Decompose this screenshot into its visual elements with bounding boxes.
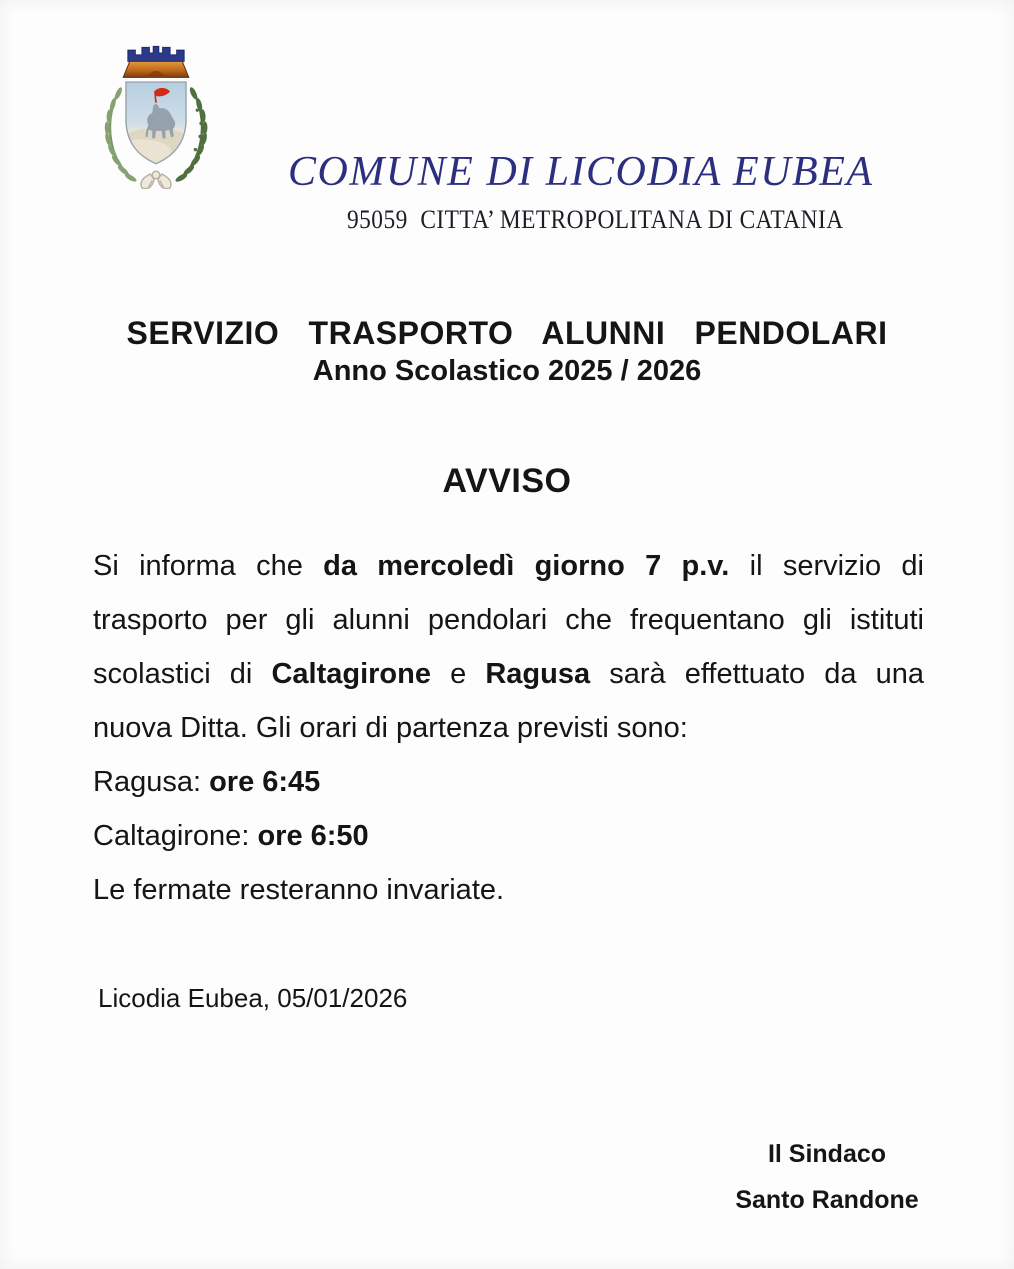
body-text-run-bold: da mercoledì giorno 7 p.v. [323, 550, 730, 582]
body-text-run: Ragusa: [93, 766, 210, 798]
notice-heading: SERVIZIO TRASPORTO ALUNNI PENDOLARI [126, 315, 888, 351]
body-line [93, 701, 924, 755]
signature-role: Il Sindaco [767, 1140, 887, 1168]
avviso-title: AVVISO [442, 462, 572, 500]
body-line [93, 863, 924, 917]
body-line [93, 593, 924, 647]
departure-time-caltagirone [93, 809, 924, 863]
body-text-run: scolastici di [93, 658, 272, 690]
departure-time-ragusa [93, 755, 924, 809]
body-text-run: Caltagirone: [93, 820, 258, 852]
body-text-run: Le fermate resteranno invariate. [93, 874, 505, 906]
body-line [93, 539, 924, 593]
body-text-run: Si informa che [93, 550, 324, 582]
body-text-run-bold: Caltagirone [271, 658, 431, 690]
signature-name: Santo Randone [735, 1186, 919, 1214]
municipality-name: COMUNE DI LICODIA EUBEA [288, 149, 874, 195]
municipality-subtitle: 95059 CITTA’ METROPOLITANA DI CATANIA [347, 205, 844, 234]
body-text-run-bold: ore 6:45 [209, 766, 321, 798]
body-text-run: e [430, 658, 486, 690]
body-text-run: nuova Ditta. Gli orari di partenza previsti sono: [93, 712, 688, 744]
municipal-crest-icon [94, 37, 218, 189]
body-text-run: sarà effettuato da una [590, 658, 924, 690]
body-text-run-bold: ore 6:50 [257, 820, 369, 852]
body-text-run-bold: Ragusa [485, 658, 591, 690]
signature-block [712, 1139, 942, 1215]
body-line [93, 647, 924, 701]
notice-body [93, 539, 924, 917]
body-text-run: il servizio di [729, 550, 924, 582]
place-dateline: Licodia Eubea, 05/01/2026 [98, 983, 408, 1013]
body-text-run: trasporto per gli alunni pendolari che frequentano gli istituti [93, 604, 924, 636]
school-year-subheading: Anno Scolastico 2025 / 2026 [312, 355, 702, 387]
